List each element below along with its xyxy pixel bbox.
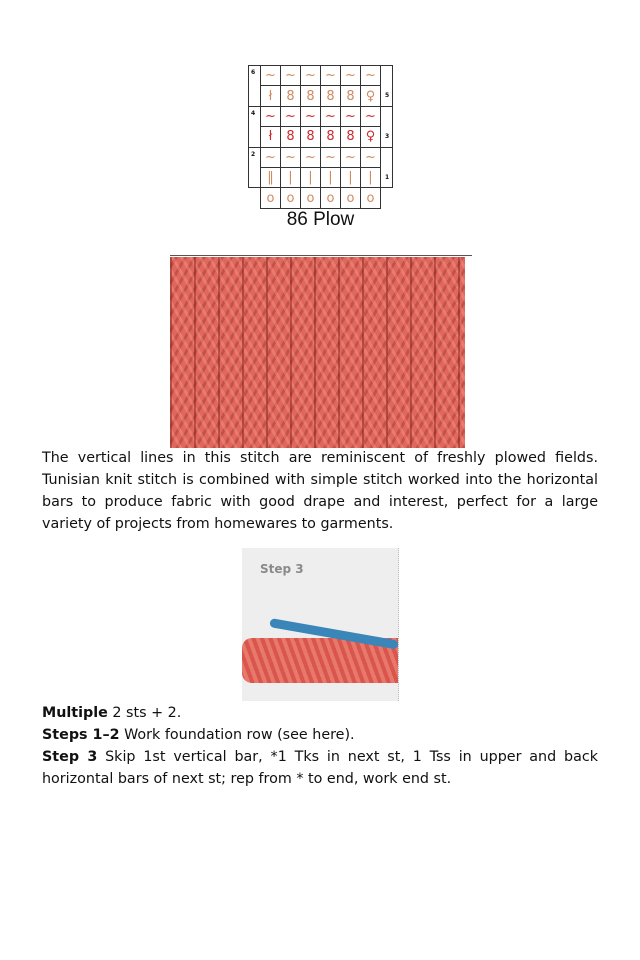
chart-cell: ~	[360, 65, 381, 86]
chart-cell: 8	[320, 126, 341, 147]
chart-cell: ł	[260, 85, 281, 106]
chart-cell: o	[280, 187, 301, 208]
chart-cell: ‖	[260, 167, 281, 188]
chart-cell: ~	[340, 65, 361, 86]
chart-cell: o	[360, 187, 381, 208]
row-label-cell	[248, 147, 261, 189]
row-label-cell	[380, 106, 393, 148]
row-number-left: 4	[251, 109, 256, 117]
row-number-left: 6	[251, 69, 256, 76]
chart-cell: |	[340, 167, 361, 188]
chart-cell: ~	[320, 65, 341, 86]
text: 2 sts + 2.	[107, 705, 182, 721]
row-number-right: 5	[385, 92, 390, 100]
text: Skip 1st vertical bar, *1 Tks in next st, 1 Tss in upper and back horizontal bars of next st; rep from * to end, work end st.	[42, 749, 598, 787]
instruction-steps-1-2	[42, 724, 598, 746]
term: Step 3	[42, 749, 98, 765]
chart-cell: o	[340, 187, 361, 208]
instruction-multiple	[42, 702, 598, 724]
chart-cell: ~	[300, 147, 321, 168]
chart-cell: 8	[280, 126, 301, 147]
chart-cell: ~	[280, 65, 301, 86]
divider	[170, 255, 472, 256]
row-label-cell	[248, 106, 261, 148]
text: Work foundation row (see here).	[119, 727, 355, 743]
chart-cell: ~	[300, 65, 321, 86]
chart-cell: ~	[340, 147, 361, 168]
chart-cell: ♀	[360, 126, 381, 147]
row-label-cell	[248, 65, 261, 107]
row-number-left: 2	[251, 150, 256, 158]
chart-cell: o	[300, 187, 321, 208]
chart-cell: ♀	[360, 85, 381, 106]
chart-cell: ł	[260, 126, 281, 147]
chart-cell: 8	[320, 85, 341, 106]
chart-cell: ~	[320, 106, 341, 127]
chart-cell: |	[280, 167, 301, 188]
chart-cell: o	[260, 187, 281, 208]
row-label-cell	[380, 65, 393, 107]
chart-cell: ~	[320, 147, 341, 168]
term: Multiple	[42, 705, 108, 721]
chart-cell: ~	[300, 106, 321, 127]
instruction-step-3	[42, 746, 598, 790]
chart-cell: ~	[360, 147, 381, 168]
row-label-cell	[380, 147, 393, 189]
chart-cell: 8	[300, 126, 321, 147]
stitch-swatch-photo	[170, 257, 465, 448]
chart-cell: ~	[280, 106, 301, 127]
term: Steps 1–2	[42, 727, 120, 743]
description: The vertical lines in this stitch are reminiscent of freshly plowed fields. Tunisian knit stitch is combined with simple stitch worked into the horizontal bars to produce fabric with good drape and interest, perfect for a large variety of projects from homewares to garments.	[42, 450, 598, 532]
chart-cell: |	[300, 167, 321, 188]
chart-cell: o	[320, 187, 341, 208]
step-label: Step 3	[260, 562, 304, 576]
chart-cell: ~	[280, 147, 301, 168]
chart-cell: ~	[260, 147, 281, 168]
chart-cell: ~	[260, 65, 281, 86]
chart-title: 86 Plow	[286, 209, 355, 230]
step-3-photo	[242, 548, 399, 701]
chart-cell: 8	[280, 85, 301, 106]
stitch-chart	[248, 65, 393, 208]
chart-cell: ~	[340, 106, 361, 127]
instructions	[42, 702, 598, 790]
chart-cell: |	[320, 167, 341, 188]
chart-cell: ~	[360, 106, 381, 127]
chart-cell: 8	[340, 126, 361, 147]
chart-cell: ~	[260, 106, 281, 127]
chart-cell: 8	[300, 85, 321, 106]
chart-cell: |	[360, 167, 381, 188]
row-number-right: 3	[385, 133, 390, 141]
row-number-right: 1	[385, 173, 390, 181]
chart-cell: 8	[340, 85, 361, 106]
